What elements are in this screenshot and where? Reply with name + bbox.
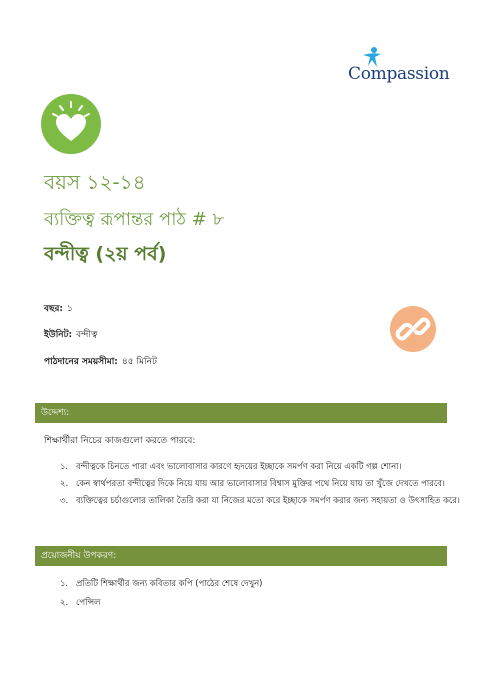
- list-number: ১.: [60, 578, 69, 588]
- meta-value: ৪৫ মিনিট: [121, 357, 157, 367]
- compassion-logo: [348, 52, 448, 88]
- meta-value: বন্দীত্ব: [76, 330, 98, 340]
- list-number: ১.: [60, 461, 69, 471]
- page-title: বন্দীত্ব (২য় পর্ব): [44, 243, 167, 265]
- list-text: পেন্সিল: [76, 597, 101, 607]
- meta-unit: [44, 327, 97, 342]
- list-number: ২.: [60, 597, 69, 607]
- list-text: ব্যক্তিত্বের চর্চাগুলোর তালিকা তৈরি করা যা নিজের মতো করে ইচ্ছাকে সমর্পণ করার জন্য সহায়তা ও উৎসাহিত করে।: [76, 495, 460, 505]
- lesson-heading: ব্যক্তিত্ব রূপান্তর পাঠ # ৮: [44, 209, 225, 230]
- list-number: ৩.: [60, 495, 69, 505]
- brand-name: Compassion: [348, 64, 450, 84]
- meta-value: ১: [67, 304, 73, 314]
- heart-icon: [41, 94, 101, 154]
- meta-label: বছর:: [44, 304, 64, 314]
- list-text: বন্দীত্বকে চিনতে পারা এবং ভালোবাসার কারণে হৃদয়ের ইচ্ছাকে সমর্পণ করা নিয়ে একটি গল্প শোনা।: [76, 461, 402, 471]
- list-text: প্রতিটি শিক্ষার্থীর জন্য কবিতার কপি (পাঠের শেষে দেখুন): [76, 578, 263, 588]
- meta-label: পাঠদানের সময়সীমা:: [44, 357, 118, 367]
- age-range: বয়স ১২-১৪: [44, 170, 146, 194]
- materials-heading: প্রয়োজনীয় উপকরণ:: [35, 546, 447, 566]
- list-number: ২.: [60, 478, 69, 488]
- objectives-heading: উদ্দেশ্য:: [35, 403, 447, 423]
- meta-year: [44, 301, 73, 316]
- meta-label: ইউনিট:: [44, 330, 73, 340]
- meta-duration: [44, 354, 157, 369]
- link-icon: [390, 306, 436, 352]
- list-text: কেন স্বার্থপরতা বন্দীত্বের দিকে নিয়ে যায় আর ভালোবাসার বিশ্বাস মুক্তির পথে নিয়ে যায় তা খুঁজে দেখতে পারবে।: [76, 478, 445, 488]
- objectives-intro: শিক্ষার্থীরা নিচের কাজগুলো করতে পারবে:: [44, 436, 196, 446]
